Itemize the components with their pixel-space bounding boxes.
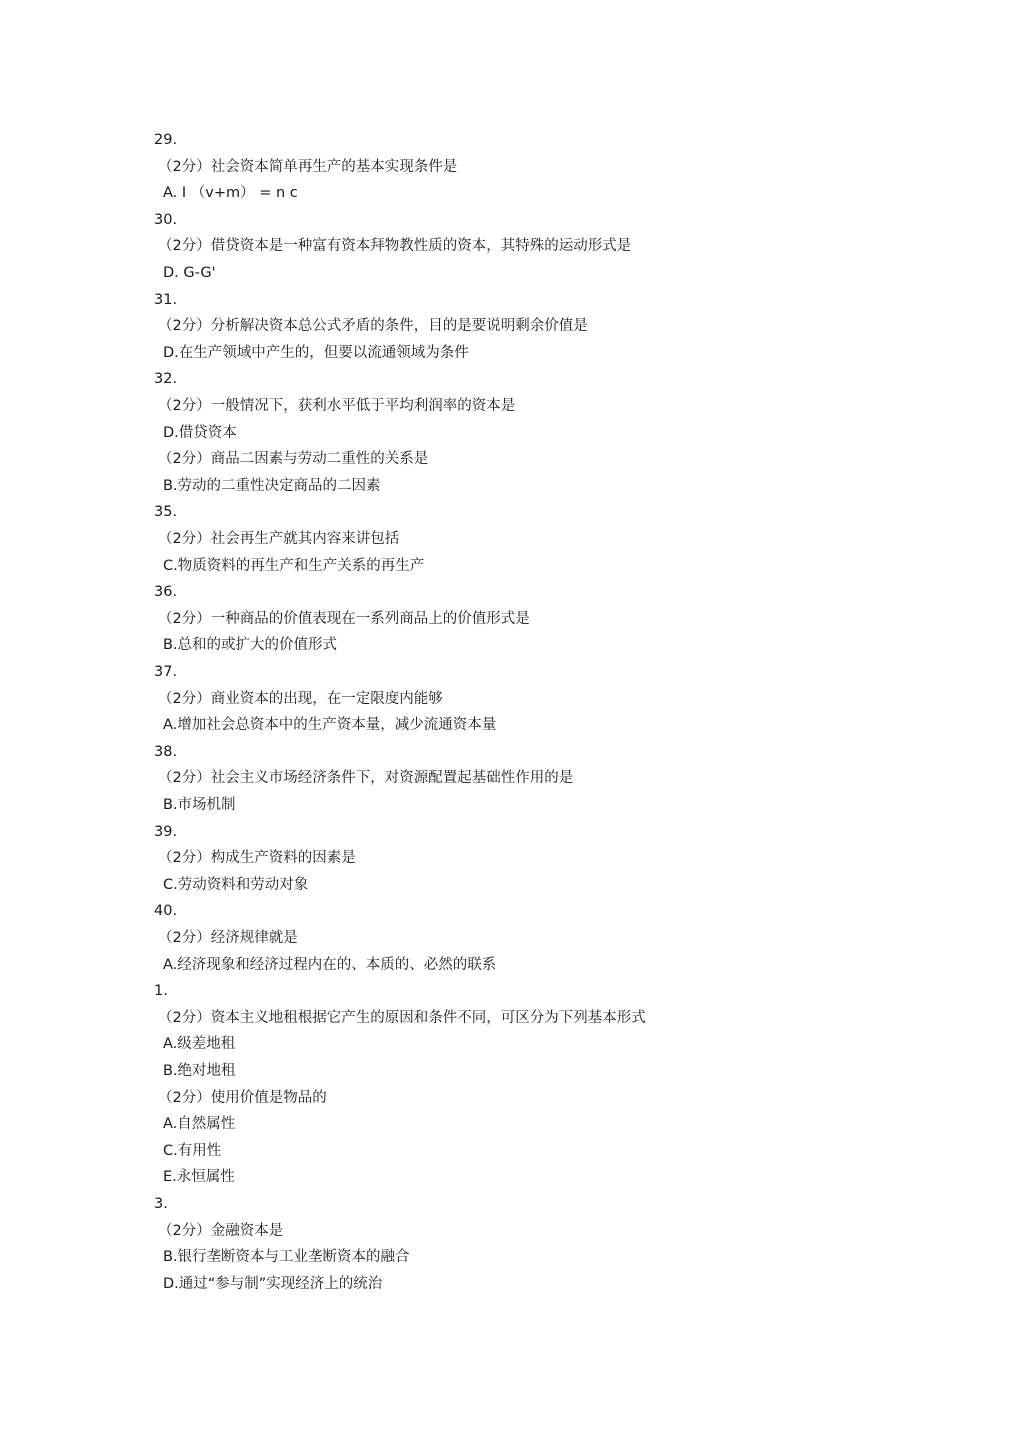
question-text: （2分）社会资本简单再生产的基本实现条件是 bbox=[158, 158, 458, 175]
question-number: 32. bbox=[154, 371, 178, 388]
question-text: （2分）资本主义地租根据它产生的原因和条件不同，可区分为下列基本形式 bbox=[158, 1009, 646, 1026]
answer-option: D.在生产领域中产生的，但要以流通领域为条件 bbox=[163, 344, 469, 361]
answer-option: B.总和的或扩大的价值形式 bbox=[163, 637, 338, 654]
answer-option: A.经济现象和经济过程内在的、本质的、必然的联系 bbox=[163, 956, 497, 973]
question-text: （2分）使用价值是物品的 bbox=[158, 1089, 327, 1106]
answer-option: A.自然属性 bbox=[163, 1116, 236, 1133]
answer-option: C.物质资料的再生产和生产关系的再生产 bbox=[163, 557, 425, 574]
question-text: （2分）一般情况下，获利水平低于平均利润率的资本是 bbox=[158, 398, 516, 414]
answer-option: A.级差地租 bbox=[163, 1036, 236, 1053]
answer-option: B.绝对地租 bbox=[163, 1063, 236, 1079]
question-number: 31. bbox=[154, 291, 178, 308]
question-number: 40. bbox=[154, 903, 178, 920]
question-number: 36. bbox=[154, 584, 178, 601]
question-text: （2分）金融资本是 bbox=[158, 1222, 284, 1239]
answer-option: A.增加社会总资本中的生产资本量，减少流通资本量 bbox=[163, 717, 497, 734]
question-text: （2分）社会主义市场经济条件下，对资源配置起基础性作用的是 bbox=[158, 770, 574, 787]
answer-option: E.永恒属性 bbox=[163, 1169, 235, 1186]
answer-option: A. I （v+m） = n c bbox=[163, 185, 298, 202]
answer-option: C.有用性 bbox=[163, 1142, 222, 1159]
question-number: 30. bbox=[154, 211, 178, 228]
question-text: （2分）社会再生产就其内容来讲包括 bbox=[158, 531, 400, 547]
question-number: 35. bbox=[154, 504, 178, 521]
answer-option: D.借贷资本 bbox=[163, 424, 237, 441]
question-number: 3. bbox=[154, 1196, 168, 1212]
question-number: 1. bbox=[154, 983, 168, 1000]
question-number: 29. bbox=[154, 132, 178, 148]
answer-option: B.市场机制 bbox=[163, 797, 236, 813]
answer-option: B.银行垄断资本与工业垄断资本的融合 bbox=[163, 1249, 410, 1266]
answer-option: D.通过“参与制”实现经济上的统治 bbox=[163, 1275, 383, 1292]
question-text: （2分）构成生产资料的因素是 bbox=[158, 850, 356, 867]
question-number: 37. bbox=[154, 664, 178, 680]
question-text: （2分）经济规律就是 bbox=[158, 930, 298, 946]
question-number: 39. bbox=[154, 823, 178, 840]
question-text: （2分）借贷资本是一种富有资本拜物教性质的资本，其特殊的运动形式是 bbox=[158, 238, 632, 255]
question-text: （2分）一种商品的价值表现在一系列商品上的价值形式是 bbox=[158, 610, 530, 627]
question-text: （2分）商品二因素与劳动二重性的关系是 bbox=[158, 451, 429, 468]
question-text: （2分）分析解决资本总公式矛盾的条件，目的是要说明剩余价值是 bbox=[158, 318, 588, 335]
answer-option: C.劳动资料和劳动对象 bbox=[163, 876, 309, 893]
question-number: 38. bbox=[154, 743, 178, 760]
answer-option: B.劳动的二重性决定商品的二因素 bbox=[163, 477, 381, 494]
question-text: （2分）商业资本的出现，在一定限度内能够 bbox=[158, 690, 443, 707]
answer-option: D. G-G' bbox=[163, 265, 216, 281]
